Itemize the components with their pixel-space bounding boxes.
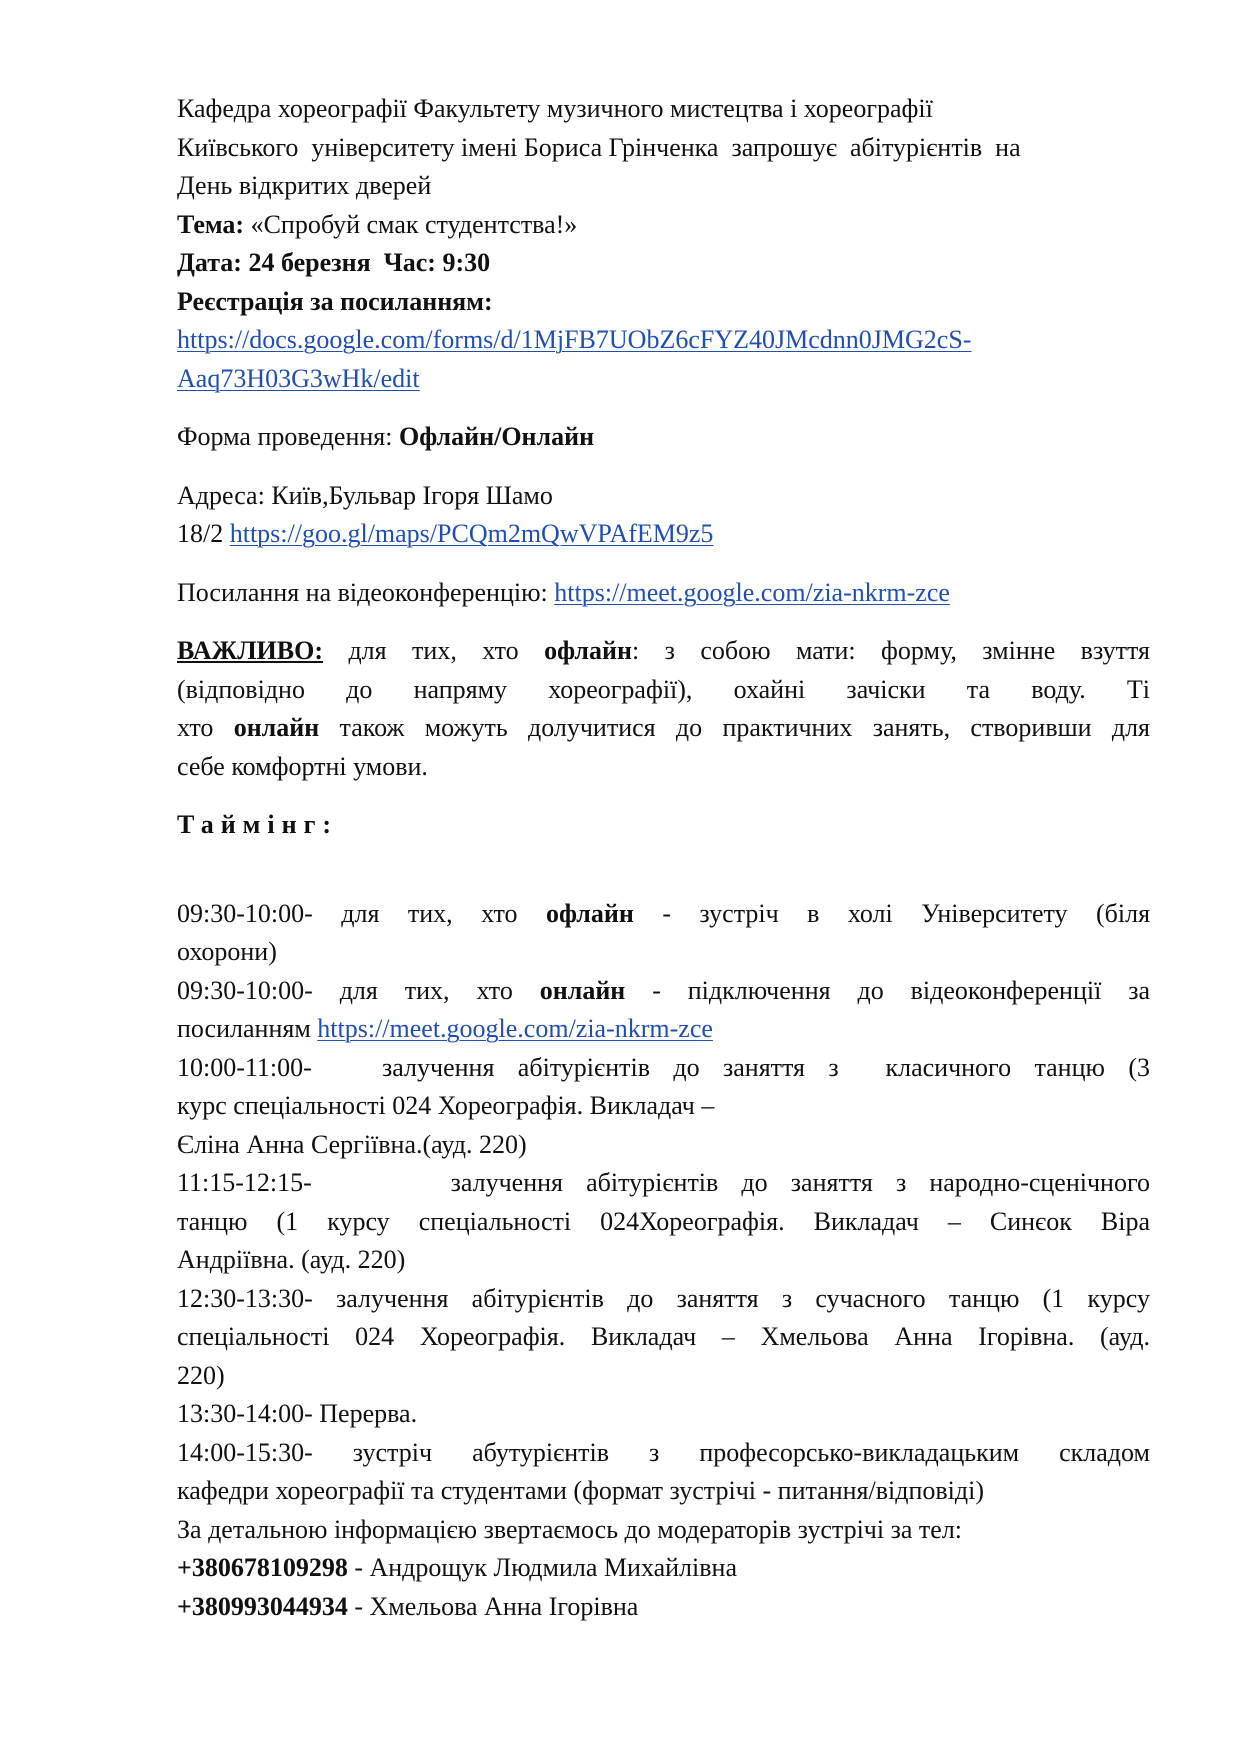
important-online: онлайн xyxy=(233,713,320,742)
registration-link-part-2[interactable]: Aaq73H03G3wHk/edit xyxy=(177,363,420,393)
intro-line-2: Київського університету імені Бориса Грінченка запрошує абітурієнтів на xyxy=(177,132,1021,162)
contacts-intro: За детальною інформацією звертаємось до модераторів зустрічі за тел: xyxy=(177,1514,963,1544)
slot-2-text-c: - підключення до відеоконференції за xyxy=(652,975,1150,1005)
map-link[interactable]: https://goo.gl/maps/PCQm2mQwVPAfEM9z5 xyxy=(229,519,714,548)
timing-heading: Таймінг: xyxy=(177,810,339,839)
contact-1-phone: +380678109298 xyxy=(177,1553,348,1582)
timing-slot-4-line-1: 11:15-12:15- залучення абітурієнтів до заняття з народно-сценічного xyxy=(177,1168,1150,1197)
contact-2-phone: +380993044934 xyxy=(177,1591,348,1621)
registration-link-line-1 xyxy=(177,321,1150,360)
address-number: 18/2 xyxy=(177,519,224,548)
slot-2-text-a: для тих, хто xyxy=(339,975,513,1005)
important-text-1a: для тих, хто xyxy=(348,636,519,665)
slot-1-text-c: - зустріч в холі Університету (біля xyxy=(662,898,1150,928)
theme-label: Тема: xyxy=(177,209,245,239)
registration-link-part-1[interactable]: https://docs.google.com/forms/d/1MjFB7UObZ6cFYZ40JMcdnn0JMG2cS- xyxy=(177,325,972,354)
important-line-4: себе комфортні умови. xyxy=(177,751,428,781)
time-label: Час: xyxy=(383,248,436,277)
important-text-3a: хто xyxy=(177,713,214,742)
important-text-1c: : з собою мати: форму, змінне взуття xyxy=(631,636,1150,665)
date-value: 24 березня xyxy=(248,248,371,277)
contact-2 xyxy=(177,1588,1150,1627)
date-line xyxy=(177,244,1150,283)
address-line-2 xyxy=(177,515,1150,554)
important-line-1 xyxy=(177,632,1150,671)
timing-slot-7-line-1: 14:00-15:30- зустріч абутурієнтів з професорсько-викладацьким складом xyxy=(177,1437,1150,1467)
important-label: ВАЖЛИВО: xyxy=(177,636,324,665)
format-line xyxy=(177,418,1150,457)
timing-slot-6-line-1: 13:30-14:00- Перерва. xyxy=(177,1399,418,1428)
timing-slot-3-line-1: 10:00-11:00- залучення абітурієнтів до заняття з класичного танцю (3 xyxy=(177,1052,1150,1082)
slot-2-time: 09:30-10:00- xyxy=(177,975,313,1005)
timing-slot-3-line-3: Єліна Анна Сергіївна.(ауд. 220) xyxy=(177,1129,527,1159)
timing-slot-1-line-2: охорони) xyxy=(177,937,277,966)
theme-line xyxy=(177,206,1150,245)
registration-link-line-2 xyxy=(177,360,1150,399)
videoconf-label: Посилання на відеоконференцію: xyxy=(177,577,548,607)
slot-1-text-a: для тих, хто xyxy=(341,898,518,928)
date-label: Дата: xyxy=(177,248,242,277)
slot-1-time: 09:30-10:00- xyxy=(177,898,313,928)
timing-slot-5-line-3: 220) xyxy=(177,1360,225,1390)
timing-slot-5-line-1: 12:30-13:30- залучення абітурієнтів до заняття з сучасного танцю (1 курсу xyxy=(177,1283,1150,1313)
timing-slot-2-line-2 xyxy=(177,1010,1150,1049)
theme-value: «Спробуй смак студентства!» xyxy=(250,209,578,239)
videoconf-line xyxy=(177,574,1150,613)
slot-2-prefix: посиланням xyxy=(177,1014,311,1043)
slot-2-online: онлайн xyxy=(539,975,626,1005)
important-line-3 xyxy=(177,709,1150,748)
timing-slot-1-line-1 xyxy=(177,895,1150,934)
videoconf-link[interactable]: https://meet.google.com/zia-nkrm-zce xyxy=(554,577,950,607)
slot-2-meet-link[interactable]: https://meet.google.com/zia-nkrm-zce xyxy=(317,1014,713,1043)
document-body xyxy=(177,90,1150,1626)
contact-1-name: - Андрощук Людмила Михайлівна xyxy=(347,1553,737,1582)
contact-1 xyxy=(177,1549,1150,1588)
registration-label: Реєстрація за посиланням: xyxy=(177,286,493,316)
timing-slot-2-line-1 xyxy=(177,972,1150,1011)
timing-slot-4-line-2: танцю (1 курсу спеціальності 024Хореографія. Викладач – Синєок Віра xyxy=(177,1206,1150,1236)
address-line-1: Адреса: Київ,Бульвар Ігоря Шамо xyxy=(177,480,553,510)
slot-1-offline: офлайн xyxy=(545,898,634,928)
timing-slot-5-line-2: спеціальності 024 Хореографія. Викладач – Хмельова Анна Ігорівна. (ауд. xyxy=(177,1322,1150,1351)
time-value: 9:30 xyxy=(442,248,491,277)
timing-slot-7-line-2: кафедри хореографії та студентами (формат зустрічі - питання/відповіді) xyxy=(177,1476,984,1505)
important-offline: офлайн xyxy=(544,636,632,665)
format-value: Офлайн/Онлайн xyxy=(398,422,595,451)
intro-line-3: День відкритих дверей xyxy=(177,171,432,200)
timing-slot-4-line-3: Андріївна. (ауд. 220) xyxy=(177,1245,406,1274)
important-text-3c: також можуть долучитися до практичних занять, створивши для xyxy=(339,713,1150,742)
format-label: Форма проведення: xyxy=(177,422,393,451)
timing-slot-3-line-2: курс спеціальності 024 Хореографія. Викладач – xyxy=(177,1091,715,1120)
intro-line-1: Кафедра хореографії Факультету музичного мистецтва і хореографії xyxy=(177,94,933,123)
contact-2-name: - Хмельова Анна Ігорівна xyxy=(347,1591,639,1621)
important-line-2: (відповідно до напряму хореографії), охайні зачіски та воду. Ті xyxy=(177,674,1150,704)
